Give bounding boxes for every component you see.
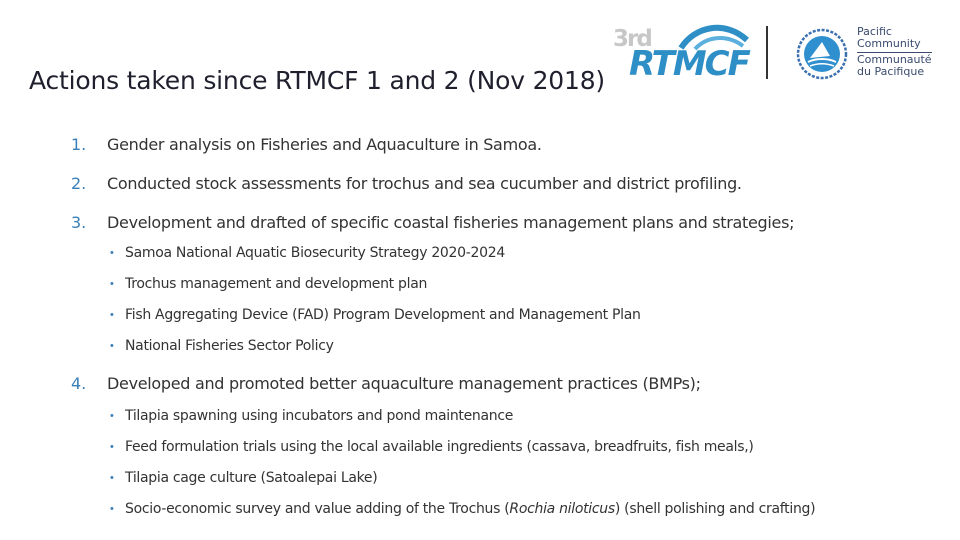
spc-wordmark — [857, 26, 932, 78]
sub-item-text-before: Socio-economic survey and value adding of the Trochus ( — [125, 501, 510, 517]
rtmcf-logo — [613, 20, 749, 84]
sub-item-text: Samoa National Aquatic Biosecurity Strategy 2020-2024 — [125, 245, 505, 261]
bullet-icon: • — [110, 503, 114, 515]
item-text: Gender analysis on Fisheries and Aquaculture in Samoa. — [107, 135, 542, 154]
sub-item-text: National Fisheries Sector Policy — [125, 338, 334, 354]
spc-emblem-icon — [796, 28, 848, 80]
bullet-icon: • — [110, 441, 114, 453]
item-number: 4. — [71, 374, 87, 393]
bullet-icon: • — [110, 472, 114, 484]
rtmcf-superscript: 3rd — [613, 26, 651, 52]
sub-item-text: Fish Aggregating Device (FAD) Program Development and Management Plan — [125, 307, 641, 323]
sub-item-text — [125, 501, 815, 517]
sub-item-text: Feed formulation trials using the local available ingredients (cassava, breadfruits, fish meals,) — [125, 439, 754, 455]
sub-item-text: Trochus management and development plan — [125, 276, 428, 292]
sub-item-text: Tilapia cage culture (Satoalepai Lake) — [125, 470, 378, 486]
species-name: Rochia niloticus — [509, 501, 615, 517]
item-number: 1. — [71, 135, 87, 154]
bullet-icon: • — [110, 278, 114, 290]
bullet-icon: • — [110, 309, 114, 321]
slide-title: Actions taken since RTMCF 1 and 2 (Nov 2018) — [29, 66, 605, 95]
sub-item-text: Tilapia spawning using incubators and pond maintenance — [125, 408, 514, 424]
item-text: Conducted stock assessments for trochus and sea cucumber and district profiling. — [107, 174, 742, 193]
sub-item-text-after: ) (shell polishing and crafting) — [614, 501, 816, 517]
spc-name-fr-1: Communauté — [857, 53, 932, 66]
item-text: Developed and promoted better aquaculture management practices (BMPs); — [107, 374, 701, 393]
bullet-icon: • — [110, 247, 114, 259]
rtmcf-wordmark: RTMCF — [629, 44, 749, 84]
logo-divider — [766, 26, 768, 79]
bullet-icon: • — [110, 410, 114, 422]
item-number: 3. — [71, 213, 87, 232]
spc-name-fr-2: du Pacifique — [857, 65, 925, 78]
item-number: 2. — [71, 174, 87, 193]
spc-name-en-2: Community — [857, 37, 921, 50]
item-text: Development and drafted of specific coastal fisheries management plans and strategies; — [107, 213, 795, 232]
spc-name-en-1: Pacific — [857, 25, 892, 38]
bullet-icon: • — [110, 340, 114, 352]
